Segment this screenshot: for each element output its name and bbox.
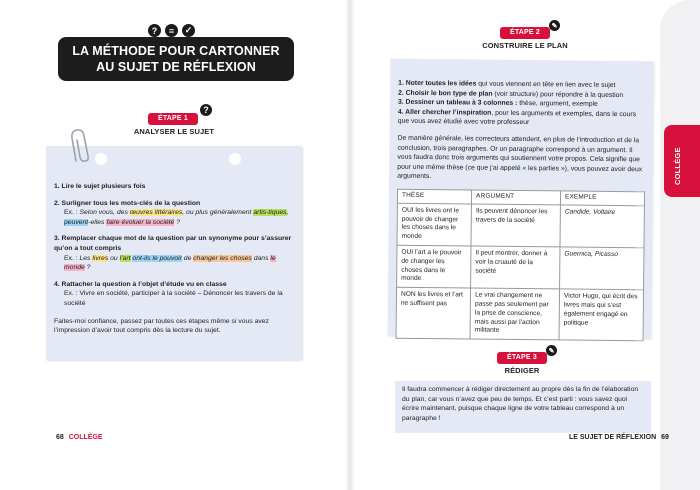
table-header: THÈSE — [397, 189, 471, 204]
point-label: 3. Dessiner un tableau à 3 colonnes : — [397, 98, 518, 108]
step1-title: ANALYSER LE SUJET — [133, 127, 215, 136]
side-tab-label: COLLÈGE — [673, 147, 682, 185]
side-tab — [664, 125, 700, 197]
point-text: thèse, argument, exemple — [517, 100, 598, 108]
step3-note-paper — [395, 381, 651, 433]
list-icon: ≡ — [165, 24, 178, 37]
step2-pill: ÉTAPE 2 — [500, 27, 550, 39]
table-row — [397, 203, 644, 248]
point-text: (voir structure) pour répondre à la question — [492, 90, 624, 99]
left-folio — [56, 434, 103, 441]
paper-hole — [229, 153, 241, 165]
table-cell: Guernica, Picasso — [560, 247, 644, 290]
example-text: -elles — [88, 218, 107, 226]
example-text: Selon vous, des — [79, 209, 130, 217]
step1-item1: 1. Lire le sujet plusieurs fois — [54, 183, 146, 190]
point-label: 2. Choisir le bon type de plan — [398, 89, 493, 98]
table-cell: OUI les livres ont le pouvoir de changer les choses dans le monde — [397, 203, 472, 246]
step3-title: RÉDIGER — [504, 366, 540, 375]
table-row — [396, 287, 644, 341]
step1-content — [54, 182, 297, 336]
step1-closing: Faites-moi confiance, passez par toutes ces étapes même si vous avez l’impression d’avoir tout compris dès la lecture du sujet. — [54, 317, 269, 335]
step3-paragraph: Il faudra commencer à rédiger directement au propre dès la fin de l’élaboration du plan, car vous n’avez que peu de temps. Et c’est parti : vous savez quoi écrire maintenant, puisque chaque ligne de votre tableau correspond à un paragraphe ! — [402, 386, 639, 422]
example-text: ? — [174, 218, 181, 226]
step1-item2-example — [54, 208, 297, 227]
table-cell: NON les livres et l’art ne suffisent pas — [396, 287, 471, 339]
pencil-icon: ✎ — [546, 345, 557, 356]
table-header: ARGUMENT — [472, 190, 561, 205]
title-line-1: LA MÉTHODE POUR CARTONNER — [72, 44, 280, 58]
step1-item4-example: Ex. : Vivre en société, participer à la société – Dénoncer les travers de la société — [64, 290, 283, 307]
step2-point4 — [398, 107, 646, 129]
example-text: dans — [251, 254, 271, 262]
highlight-keyword: livres — [92, 254, 109, 262]
book-gutter — [345, 0, 355, 490]
page-edge — [660, 0, 700, 490]
page-number: 68 — [56, 434, 64, 441]
step1-item3-title: 3. Remplacer chaque mot de la question par un synonyme pour s’assurer qu’on a tout compris — [54, 235, 292, 252]
example-text: Les — [79, 254, 93, 262]
table-header: EXEMPLE — [560, 191, 644, 206]
check-icon: ✓ — [182, 24, 195, 37]
point-text: qui vous viennent en tête en lien avec le sujet — [476, 80, 616, 89]
table-cell: OUI l’art a le pouvoir de changer les choses dans le monde — [397, 245, 472, 288]
highlight-keyword: œuvres littéraires — [129, 209, 183, 217]
paperclip-icon — [68, 128, 94, 164]
point-label: 1. Noter toutes les idées — [398, 79, 477, 88]
point-label: 4. Aller chercher l’inspiration — [397, 108, 492, 117]
step2-content — [396, 79, 647, 342]
page-title — [58, 37, 294, 81]
step3-pill: ÉTAPE 3 — [497, 352, 547, 364]
question-icon: ? — [200, 104, 212, 116]
right-folio — [569, 434, 669, 441]
example-prefix: Ex. : — [64, 254, 80, 262]
highlight-keyword: peuvent — [64, 218, 89, 226]
question-icon: ? — [148, 24, 161, 37]
table-cell: Ils peuvent dénoncer les travers de la société — [471, 204, 560, 247]
example-text: , — [286, 209, 289, 217]
step1-item4-title: 4. Rattacher la question à l’objet d’étude vu en classe — [54, 280, 227, 288]
step1-item3-example — [54, 254, 297, 273]
plan-table — [396, 189, 646, 342]
table-row — [397, 245, 644, 290]
pencil-icon: ✎ — [549, 20, 560, 31]
paper-hole — [95, 153, 107, 165]
table-cell: Le vrai changement ne passe pas seulement par la prise de conscience, mais aussi par l’action militante — [470, 288, 559, 340]
example-text: ? — [84, 264, 91, 272]
step1-pill: ÉTAPE 1 — [148, 113, 198, 125]
table-cell: Il peut montrer, donner à voir la cruauté de la société — [471, 246, 560, 289]
example-prefix: Ex. : — [64, 209, 80, 217]
step1-note-paper — [46, 146, 302, 360]
page-number: 69 — [661, 434, 669, 441]
highlight-keyword: le monde — [64, 254, 276, 272]
example-text: de — [181, 254, 194, 262]
table-cell: Candide, Voltaire — [560, 205, 644, 248]
folio-label: COLLÈGE — [68, 434, 103, 441]
folio-label: LE SUJET DE RÉFLEXION — [569, 434, 657, 441]
title-line-2: AU SUJET DE RÉFLEXION — [96, 60, 256, 74]
step1-item2-title: 2. Surligner tous les mots-clés de la question — [54, 199, 201, 207]
example-text: , ou plus généralement — [182, 209, 254, 217]
highlight-keyword: ont-ils le pouvoir — [132, 254, 182, 262]
table-cell: Victor Hugo, qui écrit des livres mais qui s’est également engagé en politique — [559, 289, 644, 341]
step2-note-paper — [388, 59, 654, 339]
highlight-keyword: changer les choses — [193, 254, 252, 262]
step2-title: CONSTRUIRE LE PLAN — [482, 41, 568, 50]
point-text: , pour les arguments et exemples, dans le cours que vous avez étudié avec votre professeur — [397, 109, 637, 127]
highlight-keyword: artis-tiques — [253, 209, 287, 217]
step2-paragraph: De manière générale, les correcteurs attendent, en plus de l’introduction et de la conclusion, trois paragraphes. Or un paragraphe correspond à un argument. Il vous faudra donc trois arguments qui soutiennent votre propos. Cela signifie que pour une même thèse (ce que j’ai appelé « les parties »), vous pouvez avoir deux arguments. — [397, 134, 643, 181]
top-icons — [148, 24, 195, 37]
highlight-keyword: l’art — [119, 254, 131, 262]
example-text: ou — [108, 254, 120, 262]
highlight-keyword: faire évoluer la société — [106, 218, 175, 226]
